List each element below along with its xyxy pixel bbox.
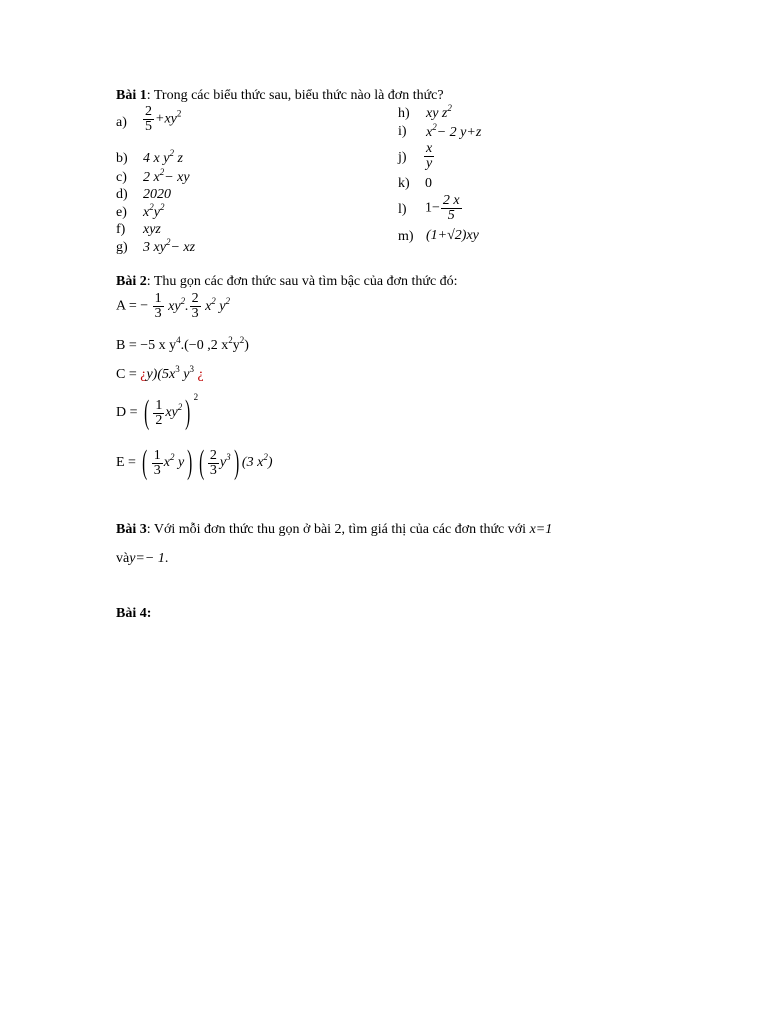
item-d-label: d) xyxy=(116,187,128,202)
bai1-heading: Bài 1 xyxy=(116,88,147,103)
item-j-label: j) xyxy=(398,150,407,165)
D-den: 2 xyxy=(155,412,163,428)
A-label: A = − xyxy=(116,298,149,314)
C-mid: y)(5x xyxy=(146,367,176,382)
bai2-title xyxy=(116,275,458,289)
item-h-label: h) xyxy=(398,106,410,121)
bai1-title xyxy=(116,89,444,103)
i-x: x xyxy=(426,125,433,140)
E-rparen2: ) xyxy=(233,444,239,481)
item-f-expr: xyz xyxy=(143,222,161,237)
A-dot: . xyxy=(185,298,189,314)
E-last-sup: 2 xyxy=(263,452,268,462)
bai2-C xyxy=(116,364,204,382)
E-y: y xyxy=(178,455,185,470)
c-sup: 2 xyxy=(159,167,165,177)
item-f-label: f) xyxy=(116,222,126,237)
B-sup4: 4 xyxy=(176,335,181,345)
E-y2: y xyxy=(219,455,227,470)
item-m-label: m) xyxy=(398,229,414,244)
l-num: 2 x xyxy=(442,193,460,208)
i-rest: − 2 y+z xyxy=(436,125,482,140)
bai2-text: : Thu gọn các đơn thức sau và tìm bậc của đơn thức đó: xyxy=(146,274,458,289)
D-sup: 2 xyxy=(177,402,183,412)
c-rest: − xy xyxy=(164,170,190,185)
item-e-expr xyxy=(143,202,165,220)
h-sup: 2 xyxy=(447,103,452,113)
c-base: 2 x xyxy=(143,170,160,185)
e-x: x xyxy=(143,205,150,220)
item-i-expr xyxy=(426,122,482,140)
g-base: 3 xy xyxy=(143,240,166,255)
b-sup: 2 xyxy=(169,148,174,158)
C-sup2: 3 xyxy=(189,364,194,374)
B-sup3: 2 xyxy=(239,335,245,345)
A-f2-num: 2 xyxy=(191,291,199,306)
item-k-label: k) xyxy=(398,176,410,191)
E-sup2: 3 xyxy=(226,452,231,462)
A-f1-den: 3 xyxy=(154,306,162,321)
A-tail2: y xyxy=(219,298,226,314)
item-l-expr xyxy=(425,194,463,223)
E-last: 3 x xyxy=(246,455,264,470)
h-base: xy z xyxy=(426,106,448,121)
item-e-label: e) xyxy=(116,205,127,220)
D-num: 1 xyxy=(155,397,163,413)
item-g-label: g) xyxy=(116,240,128,255)
bai3-line2-end: . xyxy=(164,551,169,566)
l-pre: 1− xyxy=(425,200,440,216)
item-a-label: a) xyxy=(116,115,127,130)
D-xy: xy xyxy=(165,405,178,420)
b-z: z xyxy=(177,151,183,166)
D-label: D = xyxy=(116,405,138,420)
E-f2-num: 2 xyxy=(209,447,217,463)
item-c-expr xyxy=(143,167,190,185)
A-mid: xy xyxy=(168,298,181,314)
i-sup: 2 xyxy=(432,122,437,132)
item-a-expr xyxy=(142,105,181,134)
item-i-label: i) xyxy=(398,124,407,139)
j-den: y xyxy=(426,156,433,171)
a-num: 2 xyxy=(145,104,152,119)
g-sup: 2 xyxy=(165,237,171,247)
E-rparen1: ) xyxy=(187,444,193,481)
item-g-expr xyxy=(143,237,196,255)
e-y: y xyxy=(153,205,160,220)
B-mid2: y xyxy=(232,338,240,353)
C-q2: ¿ xyxy=(197,367,204,382)
bai3-line2-pre: và xyxy=(116,551,130,566)
C-sup1: 3 xyxy=(175,364,180,374)
item-c-label: c) xyxy=(116,170,127,185)
C-y: y xyxy=(183,367,190,382)
bai3-heading: Bài 3 xyxy=(116,522,147,537)
bai3-line1 xyxy=(116,523,552,537)
bai2-heading: Bài 2 xyxy=(116,274,147,289)
E-x: x xyxy=(163,455,170,470)
E-f1-num: 1 xyxy=(153,447,161,463)
a-den: 5 xyxy=(145,119,152,134)
a-rest: +xy xyxy=(155,111,177,127)
A-sup3: 2 xyxy=(225,295,231,306)
A-f2-den: 3 xyxy=(191,306,199,321)
b-base: 4 x y xyxy=(143,151,170,166)
D-rparen: ) xyxy=(185,394,191,431)
E-label: E = xyxy=(116,455,136,470)
bai3-cond1: x=1 xyxy=(529,522,553,537)
E-lparen2: ( xyxy=(198,444,204,481)
item-m-expr: (1+√2)xy xyxy=(426,228,479,243)
g-rest: − xz xyxy=(170,240,196,255)
item-b-expr xyxy=(143,148,183,166)
B-sup2: 2 xyxy=(228,335,233,345)
bai3-text: : Với mỗi đơn thức thu gọn ở bài 2, tìm giá thị của các đơn thức với xyxy=(146,522,527,537)
item-h-expr xyxy=(426,103,452,121)
bai2-A xyxy=(116,292,230,321)
C-label: C = xyxy=(116,367,137,382)
B-mid: .(−0 ,2 x xyxy=(180,338,229,353)
bai2-E: E = ( $\frac{1}{3}$ $x^2$ y) ( $\frac{2}{3}$ $y^3$) (3 $x^2$) xyxy=(116,444,273,481)
E-sup1: 2 xyxy=(170,452,175,462)
bai2-D xyxy=(116,392,199,431)
E-lparen1: ( xyxy=(142,444,148,481)
D-lparen: ( xyxy=(144,394,150,431)
A-sup1: 2 xyxy=(180,295,186,306)
bai4-title xyxy=(116,607,151,621)
bai3-line2 xyxy=(116,552,168,566)
item-d-expr: 2020 xyxy=(143,187,171,202)
item-k-expr: 0 xyxy=(425,176,432,191)
bai4-heading: Bài 4: xyxy=(116,606,152,621)
B-label: B = −5 x y xyxy=(116,338,177,353)
E-f2-den: 3 xyxy=(209,462,217,478)
E-f1-den: 3 xyxy=(153,462,161,478)
a-sup: 2 xyxy=(176,108,182,119)
D-outer-sup: 2 xyxy=(193,392,199,403)
item-b-label: b) xyxy=(116,151,128,166)
e-sup1: 2 xyxy=(149,202,154,212)
item-j-expr xyxy=(423,142,435,171)
j-num: x xyxy=(426,141,433,156)
B-end: ) xyxy=(244,338,249,353)
bai3-cond2: y=− 1 xyxy=(129,551,165,566)
A-tail: x xyxy=(205,298,212,314)
bai1-text: : Trong các biểu thức sau, biểu thức nào là đơn thức? xyxy=(146,88,444,103)
bai2-B xyxy=(116,335,249,353)
A-f1-num: 1 xyxy=(154,291,162,306)
l-den: 5 xyxy=(441,208,462,223)
item-l-label: l) xyxy=(398,202,407,217)
A-sup2: 2 xyxy=(211,295,216,306)
e-sup2: 2 xyxy=(159,202,165,212)
C-q1: ¿ xyxy=(140,367,147,382)
